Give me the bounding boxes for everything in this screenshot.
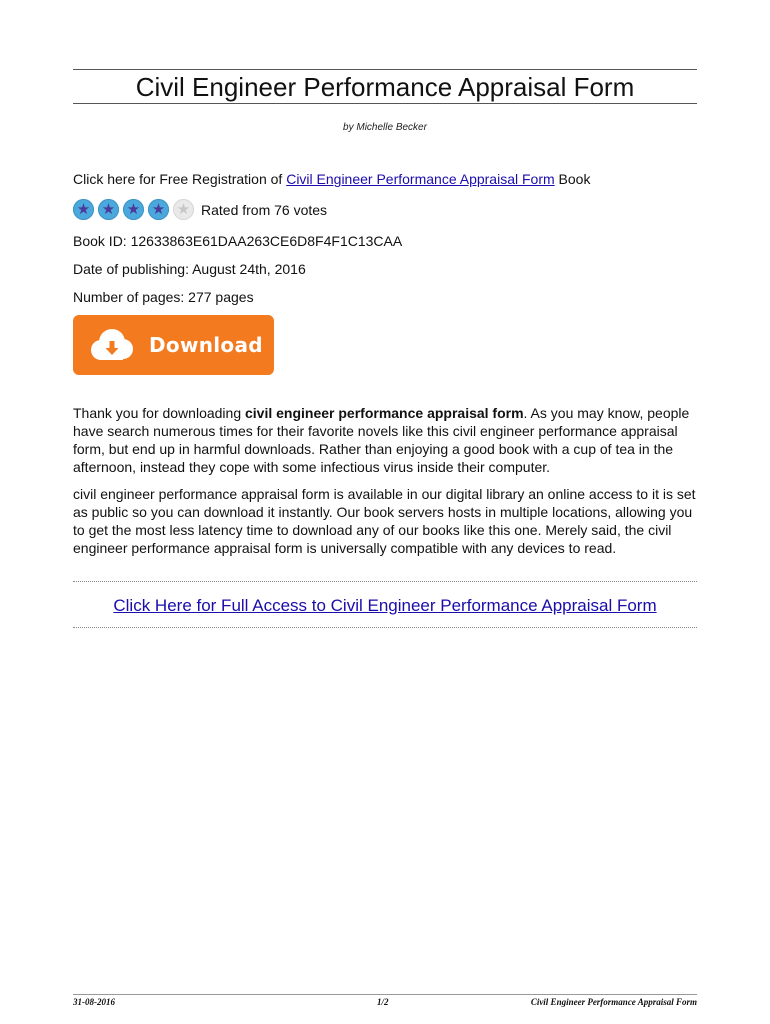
star-icon: ★	[123, 199, 144, 220]
dotted-divider-bottom	[73, 627, 697, 628]
registration-line	[73, 170, 590, 188]
footer-date: 31-08-2016	[73, 997, 115, 1007]
footer-page-number: 1/2	[377, 997, 389, 1007]
star-rating	[73, 199, 327, 220]
full-access-link-row	[73, 595, 697, 617]
star-icon: ★	[73, 199, 94, 220]
download-label: Download	[149, 333, 263, 357]
library-paragraph: civil engineer performance appraisal form is available in our digital library an online access to it is set as public so you can download it instantly. Our book servers hosts in multiple locations, allowing you to get the most less latency time to download any of our books like this one. Merely said, the civil engineer performance appraisal form is universally compatible with any devices to read.	[73, 486, 696, 556]
book-id: Book ID: 12633863E61DAA263CE6D8F4F1C13CAA	[73, 233, 403, 249]
download-button[interactable]	[73, 315, 274, 375]
title-bottom-rule	[73, 103, 697, 104]
author-byline: by Michelle Becker	[343, 122, 427, 133]
intro-text-start: Thank you for downloading	[73, 405, 245, 421]
intro-paragraph	[73, 404, 697, 476]
star-icon: ★	[148, 199, 169, 220]
star-icon: ★	[98, 199, 119, 220]
footer-rule	[73, 994, 697, 995]
registration-suffix: Book	[558, 171, 591, 187]
publish-date: Date of publishing: August 24th, 2016	[73, 261, 306, 277]
star-empty-icon: ★	[173, 199, 194, 220]
registration-link[interactable]: Civil Engineer Performance Appraisal Form	[286, 171, 555, 187]
full-access-link[interactable]: Click Here for Full Access to Civil Engineer Performance Appraisal Form	[113, 596, 657, 615]
cloud-download-icon	[87, 328, 135, 362]
intro-bold-title: civil engineer performance appraisal form	[245, 405, 524, 421]
dotted-divider-top	[73, 581, 697, 582]
footer-title: Civil Engineer Performance Appraisal Form	[530, 997, 697, 1007]
rating-text: Rated from 76 votes	[201, 201, 328, 218]
intro-text-end: . As you may know, people have search numerous times for their favorite novels like this civil engineer performance appraisal form, but end up in harmful downloads. Rather than enjoying a good book with a cup of tea in the afternoon, instead they cope with some infectious virus inside their computer.	[73, 405, 690, 475]
page-count: Number of pages: 277 pages	[73, 289, 254, 305]
registration-prefix: Click here for Free Registration of	[73, 171, 283, 187]
document-title: Civil Engineer Performance Appraisal Form	[135, 72, 635, 102]
